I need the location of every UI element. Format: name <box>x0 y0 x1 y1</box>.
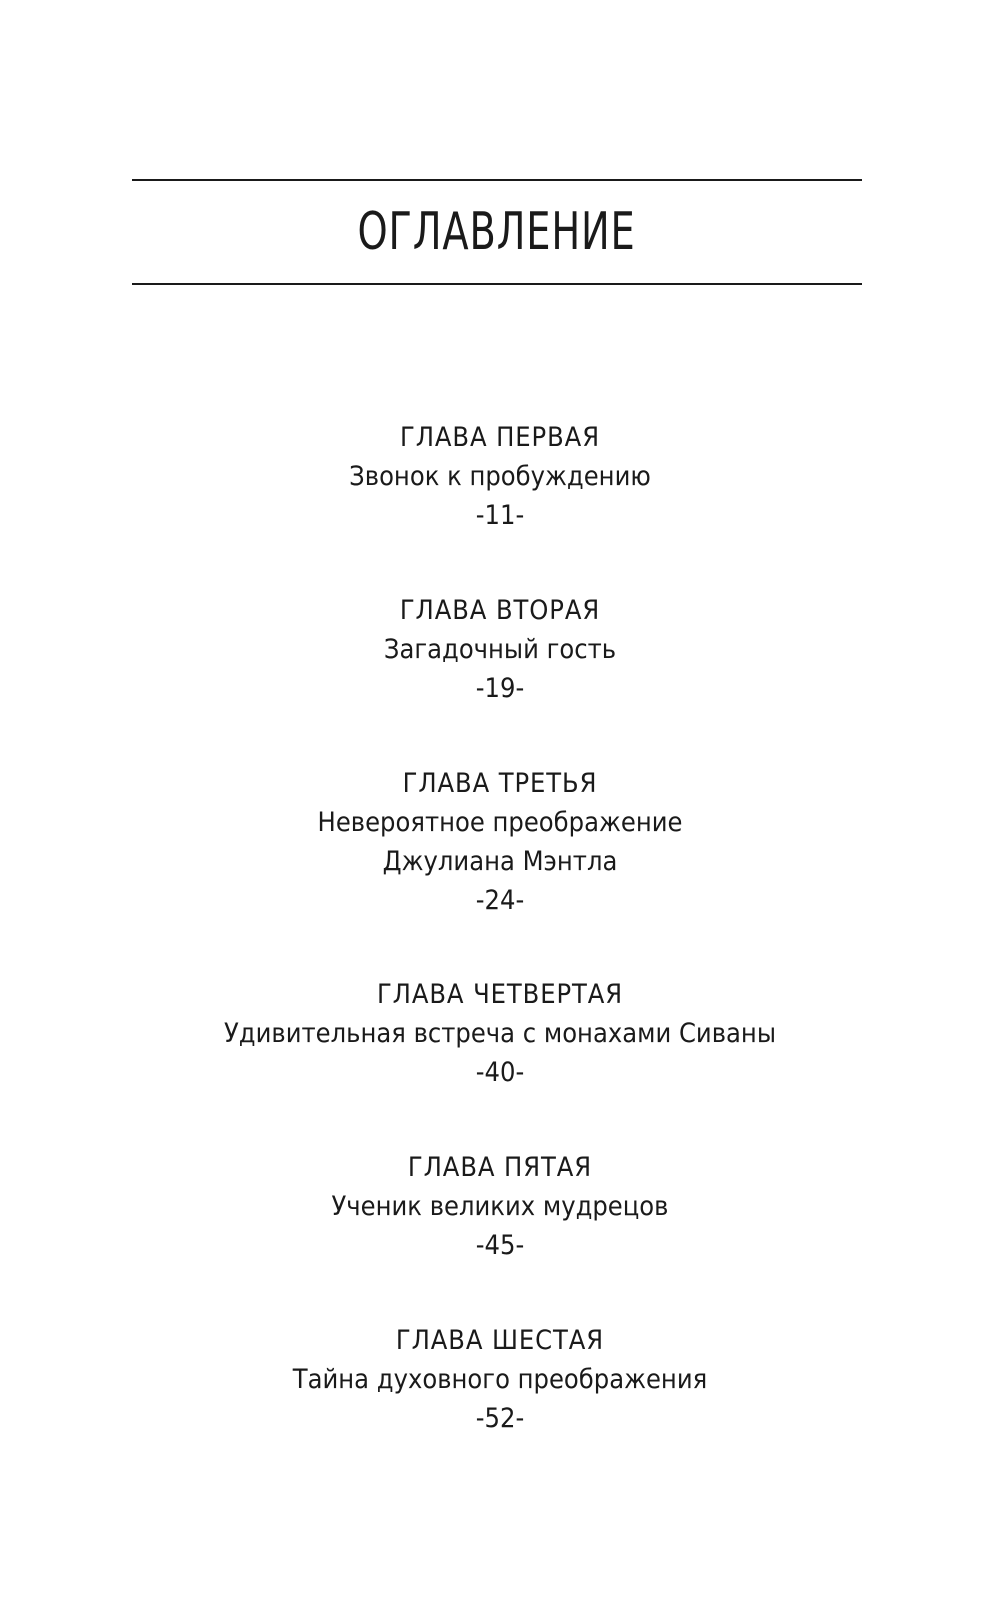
chapter-label: ГЛАВА ПЕРВАЯ <box>400 422 600 453</box>
chapter-page-number: -45- <box>475 1230 525 1261</box>
chapter-page-number: -40- <box>475 1057 525 1088</box>
chapter-label: ГЛАВА ШЕСТАЯ <box>395 1325 605 1356</box>
chapter-page-number: -24- <box>475 885 525 916</box>
chapter-label: ГЛАВА ВТОРАЯ <box>399 595 601 626</box>
chapter-title: Удивительная встреча с монахами Сиваны <box>223 1018 777 1049</box>
chapter-title: Звонок к пробуждению <box>349 461 651 492</box>
page-title: ОГЛАВЛЕНИЕ <box>357 202 637 262</box>
chapter-page-number: -52- <box>475 1403 525 1434</box>
contents-header <box>132 179 862 285</box>
chapter-page-number: -11- <box>475 500 525 531</box>
chapter-title: Ученик великих мудрецов <box>331 1191 669 1222</box>
chapter-title: Загадочный гость <box>383 634 617 665</box>
toc-entry-chapter-6[interactable] <box>0 1321 1000 1494</box>
chapter-label: ГЛАВА ТРЕТЬЯ <box>402 768 598 799</box>
chapter-title: Невероятное преображение <box>317 807 683 838</box>
chapter-label: ГЛАВА ПЯТАЯ <box>407 1152 593 1183</box>
toc-entry-chapter-4[interactable] <box>0 975 1000 1148</box>
toc-entry-chapter-5[interactable] <box>0 1148 1000 1321</box>
toc-entry-chapter-3[interactable] <box>0 764 1000 975</box>
toc-entry-chapter-2[interactable] <box>0 591 1000 764</box>
chapter-page-number: -19- <box>475 673 525 704</box>
table-of-contents <box>0 418 1000 1494</box>
chapter-title-continued: Джулиана Мэнтла <box>382 846 618 877</box>
chapter-title: Тайна духовного преображения <box>292 1364 708 1395</box>
chapter-label: ГЛАВА ЧЕТВЕРТАЯ <box>376 979 624 1010</box>
toc-entry-chapter-1[interactable] <box>0 418 1000 591</box>
